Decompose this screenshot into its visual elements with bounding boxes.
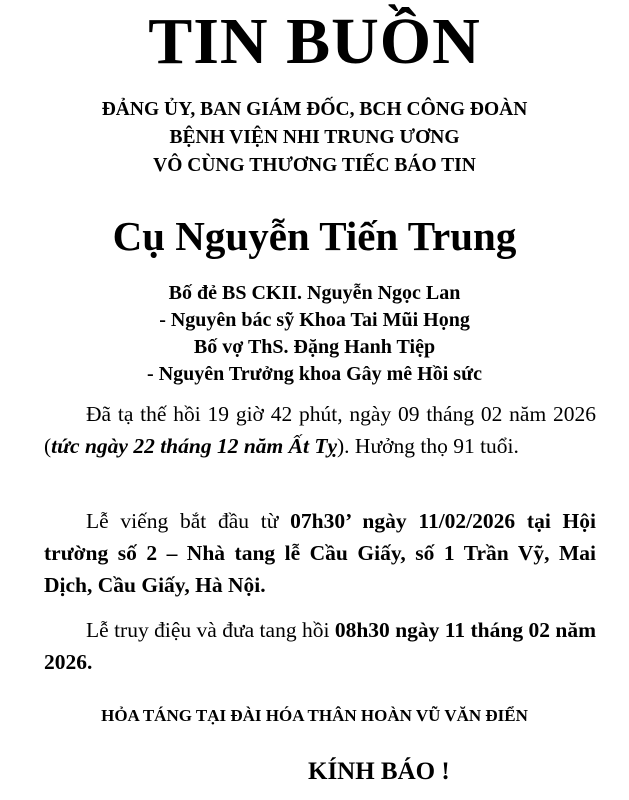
memorial-paragraph [44, 614, 596, 678]
visitation-text: Lễ viếng bắt đầu từ [86, 509, 291, 533]
relation-line: Bố vợ ThS. Đặng Hanh Tiệp [193, 336, 436, 358]
announcing-organization [0, 96, 629, 180]
passing-text: Đã tạ thế hồi 19 giờ 42 phút, ngày 09 tháng 02 năm 2026 ( [44, 402, 596, 458]
memorial-time: 08h30 ngày 11 tháng 02 năm 2026. [44, 618, 596, 674]
visitation-paragraph [44, 505, 596, 601]
memorial-text: Lễ truy điệu và đưa tang hồi [86, 618, 335, 642]
relation-line: - Nguyên Trưởng khoa Gây mê Hồi sức [147, 363, 482, 385]
cremation-notice: HỎA TÁNG TẠI ĐÀI HÓA THÂN HOÀN VŨ VĂN ĐIỂN [101, 706, 528, 725]
org-line: BỆNH VIỆN NHI TRUNG ƯƠNG [169, 127, 460, 148]
passing-paragraph [44, 398, 596, 462]
lunar-date: tức ngày 22 tháng 12 năm Ất Tỵ [51, 434, 338, 458]
family-relations [0, 280, 629, 388]
deceased-name: Cụ Nguyễn Tiến Trung [112, 213, 517, 259]
closing-text: KÍNH BÁO ! [308, 758, 450, 785]
visitation-details: 07h30’ ngày 11/02/2026 tại Hội trường số 2 – Nhà tang lễ Cầu Giấy, số 1 Trần Vỹ, Mai Dịch, Cầu Giấy, Hà Nội. [44, 509, 596, 597]
passing-age-text: ). Hưởng thọ 91 tuổi. [337, 434, 519, 458]
relation-line: - Nguyên bác sỹ Khoa Tai Mũi Họng [159, 309, 470, 331]
notice-title: TIN BUỒN [148, 5, 481, 78]
org-line: ĐẢNG ỦY, BAN GIÁM ĐỐC, BCH CÔNG ĐOÀN [101, 99, 528, 120]
org-line: VÔ CÙNG THƯƠNG TIẾC BÁO TIN [153, 155, 476, 176]
relation-line: Bố đẻ BS CKII. Nguyễn Ngọc Lan [168, 282, 461, 304]
